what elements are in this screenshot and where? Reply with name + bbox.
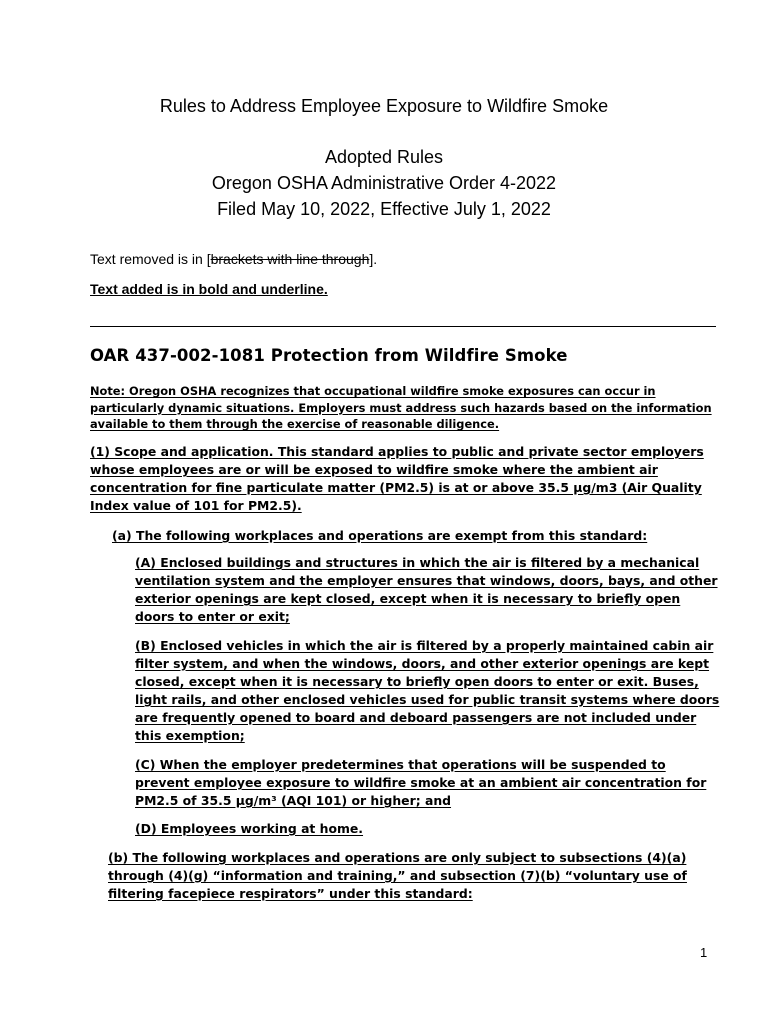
subtitle-filed-effective: Filed May 10, 2022, Effective July 1, 2022 [217,199,551,219]
paragraph-D-home: (D) Employees working at home. [135,821,364,836]
paragraph-A-buildings: (A) Enclosed buildings and structures in which the air is filtered by a mechanical ventilation system and the employer ensures that windows, doors, bays, and other exterior openings are kept closed, except when it is necessary to briefly open doors to enter or exit; [135,555,718,624]
subtitle-admin-order: Oregon OSHA Administrative Order 4-2022 [211,173,557,193]
page-number: 1 [700,945,708,960]
legend-removed-example: brackets with line through [210,251,370,267]
horizontal-divider [90,326,716,327]
legend-removed-text [90,250,377,268]
subtitle-adopted-rules: Adopted Rules [324,147,444,167]
document-title: Rules to Address Employee Exposure to Wildfire Smoke [159,96,609,116]
paragraph-B-vehicles: (B) Enclosed vehicles in which the air is filtered by a properly maintained cabin air filter system, and when the windows, doors, and other exterior openings are kept closed, except when it is necessary to briefly open doors to enter or exit. Buses, light rails, and other enclosed vehicles used for public transit systems where doors are frequently opened to board and deboard passengers are not included under this exemption; [135,638,720,743]
legend-added-text: Text added is in bold and underline. [90,281,328,297]
paragraph-a-exempt: (a) The following workplaces and operations are exempt from this standard: [112,528,648,543]
legend-removed-prefix: Text removed is in [ [90,251,211,267]
note-paragraph: Note: Oregon OSHA recognizes that occupational wildfire smoke exposures can occur in particularly dynamic situations. Employers must address such hazards based on the information available to them through the exercise of reasonable diligence. [90,384,712,431]
legend-removed-suffix: ]. [369,251,378,267]
section-heading: OAR 437-002-1081 Protection from Wildfire Smoke [90,346,568,365]
paragraph-b-subject: (b) The following workplaces and operations are only subject to subsections (4)(a) through (4)(g) “information and training,” and subsection (7)(b) “voluntary use of filtering facepiece respirators” under this standard: [108,850,687,901]
paragraph-scope: (1) Scope and application. This standard applies to public and private sector employers whose employees are or will be exposed to wildfire smoke where the ambient air concentration for fine particulate matter (PM2.5) is at or above 35.5 μg/m3 (Air Quality Index value of 101 for PM2.5). [90,444,704,513]
paragraph-C-suspended: (C) When the employer predetermines that operations will be suspended to prevent employee exposure to wildfire smoke at an ambient air concentration for PM2.5 of 35.5 μg/m³ (AQI 101) or higher; and [135,757,707,808]
